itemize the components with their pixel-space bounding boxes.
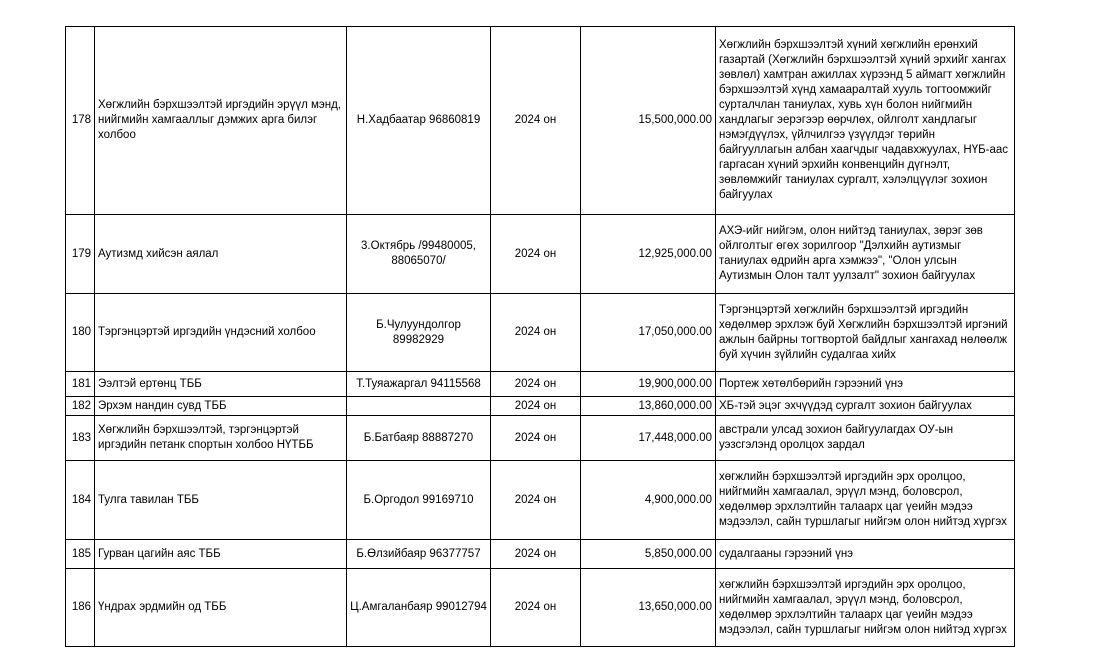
year-cell: 2024 он bbox=[491, 416, 581, 461]
grant-table bbox=[65, 26, 1015, 647]
contact-info: Ц.Амгаланбаяр 99012794 bbox=[347, 569, 491, 647]
organization-name: Үндрах эрдмийн од ТББ bbox=[95, 569, 347, 647]
contact-info: Т.Туяажаргал 94115568 bbox=[347, 372, 491, 397]
row-number: 180 bbox=[66, 294, 95, 372]
year-cell: 2024 он bbox=[491, 397, 581, 416]
organization-name: Хөгжлийн бэрхшээлтэй, тэргэнцэртэй иргэдийн петанк спортын холбоо НҮТББ bbox=[95, 416, 347, 461]
row-number: 184 bbox=[66, 461, 95, 540]
organization-name: Тэргэнцэртэй иргэдийн үндэсний холбоо bbox=[95, 294, 347, 372]
row-number: 181 bbox=[66, 372, 95, 397]
amount-cell: 4,900,000.00 bbox=[581, 461, 716, 540]
row-number: 179 bbox=[66, 215, 95, 294]
year-cell: 2024 он bbox=[491, 27, 581, 215]
amount-cell: 13,650,000.00 bbox=[581, 569, 716, 647]
description-cell: АХЭ-ийг нийгэм, олон нийтэд таниулах, зөрэг зөв ойлголтыг өгөх зорилгоор "Дэлхийн аутизмыг таниулах өдрийн арга хэмжээ", "Олон улсын Аутизмын Олон талт уулзалт" зохион байгуулах bbox=[716, 215, 1015, 294]
year-cell: 2024 он bbox=[491, 569, 581, 647]
contact-info: Б.Батбаяр 88887270 bbox=[347, 416, 491, 461]
amount-cell: 5,850,000.00 bbox=[581, 540, 716, 569]
year-cell: 2024 он bbox=[491, 215, 581, 294]
amount-cell: 17,050,000.00 bbox=[581, 294, 716, 372]
amount-cell: 15,500,000.00 bbox=[581, 27, 716, 215]
table-row bbox=[66, 27, 1015, 215]
row-number: 178 bbox=[66, 27, 95, 215]
contact-info: Н.Хадбаатар 96860819 bbox=[347, 27, 491, 215]
table-row bbox=[66, 461, 1015, 540]
row-number: 186 bbox=[66, 569, 95, 647]
table-row bbox=[66, 294, 1015, 372]
organization-name: Эрхэм нандин сувд ТББ bbox=[95, 397, 347, 416]
table-row bbox=[66, 569, 1015, 647]
description-cell: Портеж хөтөлбөрийн гэрээний үнэ bbox=[716, 372, 1015, 397]
row-number: 185 bbox=[66, 540, 95, 569]
amount-cell: 17,448,000.00 bbox=[581, 416, 716, 461]
table-row bbox=[66, 540, 1015, 569]
description-cell: Тэргэнцэртэй хөгжлийн бэрхшээлтэй иргэдийн хөдөлмөр эрхлэж буй Хөгжлийн бэрхшээлтэй иргэний ажлын байрны тогтвортой байдлыг хангахад нөлөөлж буй хүчин зүйлийн судалгаа хийх bbox=[716, 294, 1015, 372]
contact-info bbox=[347, 397, 491, 416]
description-cell: судалгааны гэрээний үнэ bbox=[716, 540, 1015, 569]
organization-name: Тулга тавилан ТББ bbox=[95, 461, 347, 540]
description-cell: хөгжлийн бэрхшээлтэй иргэдийн эрх оролцоо, нийгмийн хамгаалал, эрүүл мэнд, боловсрол, хөдөлмөр эрхлэлтийн талаарх цаг үеийн мэдээ мэдээлэл, сайн туршлагыг нийгэм олон нийтэд хүргэх bbox=[716, 461, 1015, 540]
organization-name: Ээлтэй ертөнц ТББ bbox=[95, 372, 347, 397]
table-row bbox=[66, 416, 1015, 461]
description-cell: Хөгжлийн бэрхшээлтэй хүний хөгжлийн ерөнхий газартай (Хөгжлийн бэрхшээлтэй хүний эрхийг хангах зөвлөл) хамтран ажиллах хүрээнд 5 аймагт хөгжлийн бэрхшээлтэй хүнд хамааралтай хууль тогтоомжийг сурталчлан таниулах, хувь хүн болон нийгмийн хандлагыг эерэгээр өөрчлөх, ойлголт хандлагыг нэмэгдүүлэх, үйлчилгээ үзүүлдэг төрийн байгууллагын албан хаагчдыг чадавхжуулах, НҮБ-аас гаргасан хүний эрхийн конвенцийн дүгнэлт, зөвлөмжийг таниулах сургалт, хэлэлцүүлэг зохион байгуулах bbox=[716, 27, 1015, 215]
table-row bbox=[66, 397, 1015, 416]
contact-info: Б.Оргодол 99169710 bbox=[347, 461, 491, 540]
description-cell: австрали улсад зохион байгуулагдах ОУ-ын уэзсгэлэнд оролцох зардал bbox=[716, 416, 1015, 461]
table-row bbox=[66, 215, 1015, 294]
row-number: 183 bbox=[66, 416, 95, 461]
organization-name: Аутизмд хийсэн аялал bbox=[95, 215, 347, 294]
row-number: 182 bbox=[66, 397, 95, 416]
amount-cell: 12,925,000.00 bbox=[581, 215, 716, 294]
year-cell: 2024 он bbox=[491, 372, 581, 397]
year-cell: 2024 он bbox=[491, 540, 581, 569]
contact-info: 3.Октябрь /99480005, 88065070/ bbox=[347, 215, 491, 294]
year-cell: 2024 он bbox=[491, 461, 581, 540]
organization-name: Хөгжлийн бэрхшээлтэй иргэдийн эрүүл мэнд, нийгмийн хамгааллыг дэмжих арга билэг холбоо bbox=[95, 27, 347, 215]
table-row bbox=[66, 372, 1015, 397]
year-cell: 2024 он bbox=[491, 294, 581, 372]
contact-info: Б.Чулуундолгор 89982929 bbox=[347, 294, 491, 372]
contact-info: Б.Өлзийбаяр 96377757 bbox=[347, 540, 491, 569]
description-cell: хөгжлийн бэрхшээлтэй иргэдийн эрх оролцоо, нийгмийн хамгаалал, эрүүл мэнд, боловсрол, хөдөлмөр эрхлэлтийн талаарх цаг үеийн мэдээ мэдээлэл, сайн туршлагыг нийгэм олон нийтэд хүргэх bbox=[716, 569, 1015, 647]
amount-cell: 13,860,000.00 bbox=[581, 397, 716, 416]
organization-name: Гурван цагийн аяс ТББ bbox=[95, 540, 347, 569]
description-cell: ХБ-тэй эцэг эхчүүдэд сургалт зохион байгуулах bbox=[716, 397, 1015, 416]
amount-cell: 19,900,000.00 bbox=[581, 372, 716, 397]
